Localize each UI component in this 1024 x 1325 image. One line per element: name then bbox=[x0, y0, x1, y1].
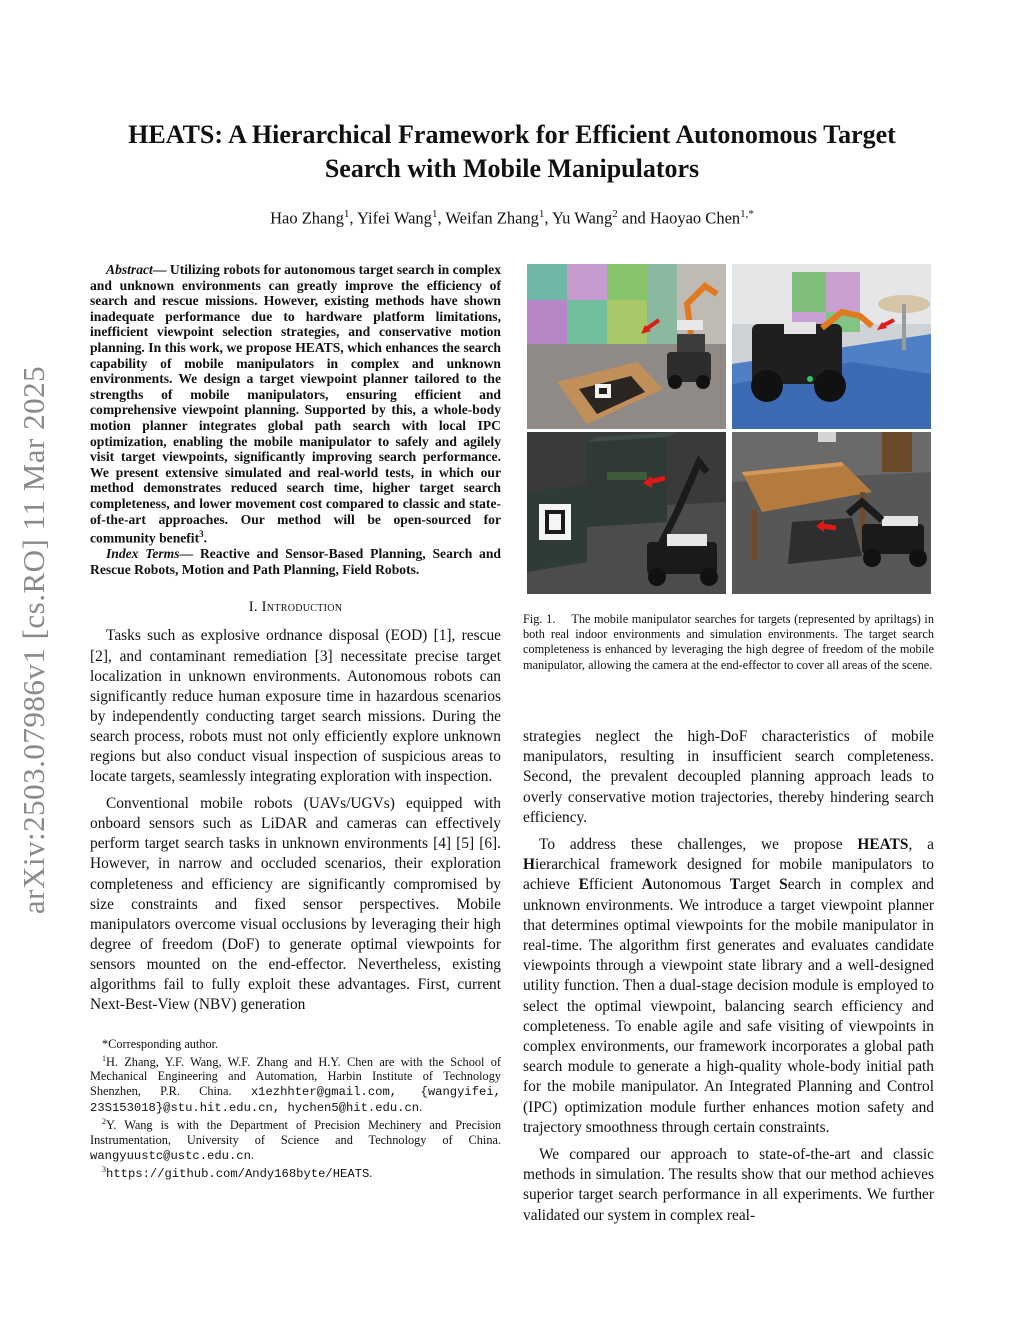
intro-paragraph-1: Tasks such as explosive ordnance disposal (EOD) [1], rescue [2], and contaminant remediation [3] necessitate precise target localization in unknown environments. Autonomous robots can significantly reduce human exposure time in hazardous scenarios by independently conducting target search missions. During the search process, robots must not only efficiently explore unknown regions but also conduct visual inspection of suspicious areas to locate targets, seamlessly integrating exploration with inspection. bbox=[90, 627, 501, 786]
rp2-t5: utonomous bbox=[652, 876, 730, 894]
footnote-2-text: Y. Wang is with the Department of Precision Mechinery and Precision Instrumentation, University of Science and Technology of China. bbox=[90, 1118, 501, 1147]
figure-label: Fig. 1. bbox=[523, 612, 556, 626]
footnote-corresponding: *Corresponding author. bbox=[102, 1037, 219, 1052]
arxiv-stamp bbox=[12, 330, 56, 950]
figure-panel-sim-2 bbox=[732, 432, 931, 594]
footnote-3-mark: 3 bbox=[102, 1165, 106, 1175]
footnote-2-mark: 2 bbox=[102, 1117, 106, 1127]
arxiv-stamp-text: arXiv:2503.07986v1 [cs.RO] 11 Mar 2025 bbox=[16, 365, 51, 915]
right-paragraph-2 bbox=[523, 835, 934, 1138]
right-paragraph-3: We compared our approach to state-of-the-art and classic methods in simulation. The results show that our method achieves superior target search performance in all experiments. We further validated our system in complex real- bbox=[523, 1146, 934, 1224]
rp2-t1: To address these challenges, we propose bbox=[539, 836, 858, 854]
rp2-t3: ierarchical framework designed for mobile manipulators to achieve bbox=[523, 856, 934, 894]
abstract-dash: — bbox=[152, 262, 170, 277]
right-paragraph-1: strategies neglect the high-DoF characteristics of mobile manipulators, resulting in insufficient search completeness. Second, the prevalent decoupled planning approach leads to overly conservative motion trajectories, thereby hindering search efficiency. bbox=[523, 728, 934, 826]
footnote-3 bbox=[90, 1163, 501, 1182]
abstract-text: Utilizing robots for autonomous target search in complex and unknown environments can greatly improve the efficiency of search and rescue missions. However, existing methods have shown inadequate performance due to hardware platform limitations, inefficient viewpoint selection strategies, and conservative motion planning. In this work, we propose HEATS, which enhances the search capability of mobile manipulators in complex and unknown environments. We design a target viewpoint planner tailored to the strengths of mobile manipulators, ensuring efficient and comprehensive viewpoint planning. Supported by this, a whole-body motion planner integrates global path search with local IPC optimization, enabling the mobile manipulator to safely and agilely visit target viewpoints, significantly improving search performance. We present extensive simulated and real-world tests, in which our method demonstrates reduced search time, higher target search completeness, and lower movement cost compared to classic and state-of-the-art approaches. Our method will be open-sourced for community benefit bbox=[90, 262, 501, 546]
index-terms-dash: — bbox=[179, 546, 200, 562]
author-4: , Yu Wang bbox=[544, 208, 613, 228]
figure-1 bbox=[527, 264, 931, 594]
footnote-3-link[interactable]: https://github.com/Andy168byte/HEATS bbox=[106, 1167, 370, 1182]
author-1: Hao Zhang bbox=[270, 208, 344, 228]
footnote-2-end: . bbox=[250, 1147, 254, 1162]
rp2-t7: earch in complex and unknown environments. We introduce a target viewpoint planner that determines optimal viewpoints for the mobile manipulator in real-time. The algorithm first generates and evaluates candidate viewpoints through a viewpoint state library and a well-designed utility function. Then a dual-stage decision module is employed to select the optimal viewpoint, balancing search efficiency and completeness. To enable agile and safe visiting of viewpoints in complex environments, our framework incorporates a global path search module to generate a high-quality whole-body initial path for the mobile manipulator. An Integrated Planning and Control (IPC) optimization module further enhances motion safety and trajectory smoothness through certain constraints. bbox=[523, 876, 934, 1136]
author-2-affil: 1 bbox=[431, 208, 438, 220]
footnote-2 bbox=[90, 1115, 501, 1163]
figure-1-caption bbox=[523, 612, 934, 673]
author-5-affil: 1,* bbox=[740, 208, 754, 220]
left-column bbox=[90, 262, 501, 1182]
introduction-body bbox=[90, 626, 501, 1015]
author-1-affil: 1 bbox=[343, 208, 350, 220]
abstract-footnote-mark: 3 bbox=[199, 529, 204, 540]
author-2: , Yifei Wang bbox=[349, 208, 432, 228]
right-column-text bbox=[523, 727, 934, 1233]
figure-panel-real-1 bbox=[527, 264, 726, 429]
rp2-b2: H bbox=[523, 856, 535, 874]
footnote-1-text: H. Zhang, Y.F. Wang, W.F. Zhang and H.Y. Chen are with the School of Mechanical Engineering and Automation, Harbin Institute of Technology Shenzhen, P.R. China. bbox=[90, 1054, 501, 1099]
figure-panel-real-2 bbox=[732, 264, 931, 429]
rp2-t6: arget bbox=[740, 876, 780, 894]
footnote-1-mark: 1 bbox=[102, 1053, 106, 1063]
author-3-affil: 1 bbox=[538, 208, 545, 220]
paper-title bbox=[90, 118, 934, 186]
abstract bbox=[90, 262, 501, 546]
rp2-b3: E bbox=[578, 876, 589, 894]
rp2-t2: , a bbox=[908, 836, 935, 854]
abstract-end: . bbox=[203, 530, 208, 546]
rp2-b4: A bbox=[641, 876, 653, 894]
title-line-1: HEATS: A Hierarchical Framework for Efficient Autonomous Target bbox=[128, 120, 896, 149]
footnotes bbox=[90, 1037, 501, 1182]
index-terms-label: Index Terms bbox=[106, 546, 180, 562]
author-list bbox=[90, 208, 934, 229]
rp2-b6: S bbox=[779, 876, 788, 894]
rp2-b5: T bbox=[729, 876, 741, 894]
intro-paragraph-2: Conventional mobile robots (UAVs/UGVs) equipped with onboard sensors such as LiDAR and cameras can effectively perform target search tasks in unknown environments [4] [5] [6]. However, in narrow and occluded scenarios, their exploration completeness and efficiency are significantly compromised by size constraints and fixed sensor perspectives. Mobile manipulators overcome visual occlusions by leveraging their high degree of freedom (DoF) to generate optimal viewpoints for sensors mounted on the end-effector. Nevertheless, existing algorithms fail to fully exploit these advantages. First, current Next-Best-View (NBV) generation bbox=[90, 795, 501, 1014]
footnote-3-end: . bbox=[369, 1166, 373, 1181]
footnote-1-end: . bbox=[419, 1099, 423, 1114]
index-terms bbox=[90, 546, 501, 577]
index-terms-text: Reactive and Sensor-Based Planning, Search and Rescue Robots, Motion and Path Planning, Field Robots. bbox=[90, 546, 501, 577]
rp2-t4: fficient bbox=[588, 876, 642, 894]
footnote-1-emails[interactable]: x1ezhhter@gmail.com, {wangyifei, 23S153018}@stu.hit.edu.cn, hychen5@hit.edu.cn bbox=[90, 1085, 501, 1115]
footnote-2-email[interactable]: wangyuustc@ustc.edu.cn bbox=[90, 1148, 251, 1163]
author-4-affil: 2 bbox=[612, 208, 618, 220]
rp2-b1: HEATS bbox=[857, 836, 909, 854]
author-3: , Weifan Zhang bbox=[437, 208, 539, 228]
section-heading-introduction: I. Introduction bbox=[248, 599, 343, 616]
abstract-label: Abstract bbox=[106, 262, 153, 277]
footnote-1 bbox=[90, 1052, 501, 1115]
title-line-2: Search with Mobile Manipulators bbox=[324, 154, 700, 183]
figure-caption-text: The mobile manipulator searches for targets (represented by apriltags) in both real indoor environments and simulation environments. The target search completeness is enhanced by leveraging the high degree of freedom of the mobile manipulator, allowing the camera at the end-effector to cover all areas of the scene. bbox=[523, 612, 934, 672]
figure-panel-sim-1 bbox=[527, 432, 726, 594]
author-5: and Haoyao Chen bbox=[617, 208, 741, 228]
